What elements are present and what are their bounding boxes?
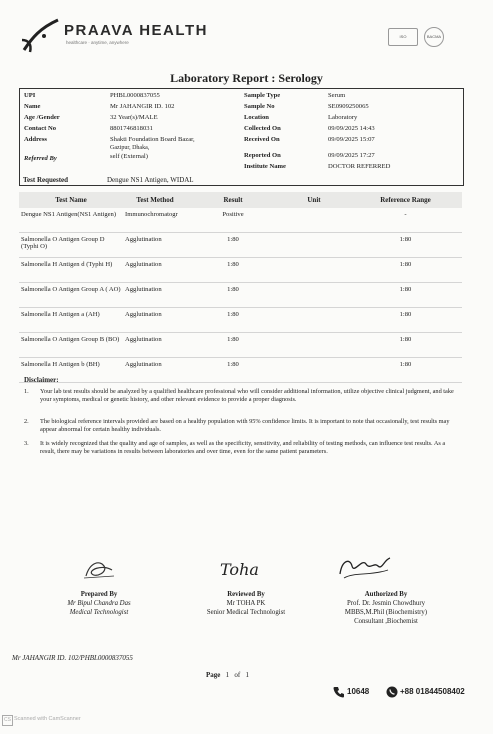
cell-test-name: Salmonella O Antigen Group A ( AO) <box>19 283 123 308</box>
cell-test-method: Agglutination <box>123 358 187 383</box>
cell-test-method: Agglutination <box>123 258 187 283</box>
disclaimer-item <box>24 388 454 404</box>
authorized-by-block <box>324 590 448 626</box>
prepared-by-role: Medical Technologist <box>69 609 129 616</box>
sample-type-value: Serum <box>328 92 346 99</box>
disclaimer-title: Disclaimer: <box>24 376 59 384</box>
cell-result: 1:80 <box>187 333 279 358</box>
cell-reference-range: 1:80 <box>349 233 462 258</box>
cell-test-method: Agglutination <box>123 333 187 358</box>
cell-unit <box>279 258 349 283</box>
cell-test-name: Salmonella H Antigen d (Typhi H) <box>19 258 123 283</box>
patient-info-box <box>19 88 464 186</box>
upi-value: PHBL0000837055 <box>110 92 160 99</box>
cell-reference-range: - <box>349 208 462 233</box>
authorized-signature-icon <box>334 552 394 582</box>
prepared-signature-icon <box>82 556 116 582</box>
header-result: Result <box>187 192 279 208</box>
received-value: 09/09/2025 15:07 <box>328 136 375 143</box>
page-label: Page <box>206 671 221 679</box>
reviewed-by-block <box>186 590 306 617</box>
camscanner-logo-icon: CS <box>2 715 13 726</box>
cell-unit <box>279 208 349 233</box>
reviewed-by-role: Senior Medical Technologist <box>206 609 286 616</box>
table-row <box>19 208 462 233</box>
report-title: Laboratory Report : Serology <box>170 71 323 85</box>
cell-test-name: Salmonella O Antigen Group B (BO) <box>19 333 123 358</box>
reviewed-by-name: Mr TOHA PK <box>226 600 266 607</box>
cell-unit <box>279 283 349 308</box>
referred-label: Referred By <box>24 155 57 162</box>
cell-result: 1:80 <box>187 283 279 308</box>
authorized-by-title: Authorized By <box>364 591 408 598</box>
cell-test-name: Salmonella H Antigen a (AH) <box>19 308 123 333</box>
cell-test-method: Immunochromatogr <box>123 208 187 233</box>
cell-reference-range: 1:80 <box>349 258 462 283</box>
disclaimer-text: It is widely recognized that the quality and age of samples, as well as the specificity, sensitivity, and reliability of testing methods, can influence test results. As a result, there may be variations in results between laboratories and over time, even for the same patient parameters. <box>40 440 446 455</box>
brand-tagline: healthcare · anytime, anywhere <box>66 40 129 45</box>
cell-test-name: Salmonella O Antigen Group D (Typhi O) <box>19 233 123 258</box>
praava-logo-icon <box>18 18 62 54</box>
test-requested-value: Dengue NS1 Antigen, WIDAL <box>107 176 194 184</box>
age-label: Age /Gender <box>24 114 60 121</box>
reviewed-by-title: Reviewed By <box>227 591 265 598</box>
disclaimer-text: The biological reference intervals provided are based on a healthy population with 95% confidence limits. It is important to note that occasionally, test results may appear abnormal for certain healthy individuals. <box>40 418 450 433</box>
name-label: Name <box>24 103 41 110</box>
test-requested-row <box>19 176 462 184</box>
header-unit: Unit <box>279 192 349 208</box>
authorized-by-role: Consultant ,Biochemist <box>354 618 418 625</box>
disclaimer-number: 2. <box>24 418 29 425</box>
table-row <box>19 258 462 283</box>
table-row <box>19 358 462 383</box>
address-line1: Shakti Foundation Board Bazar, <box>110 136 195 143</box>
authorized-by-qualification: MBBS,M.Phil (Biochemistry) <box>344 609 428 616</box>
page-total: 1 <box>245 671 249 679</box>
table-header-row <box>19 192 462 208</box>
disclaimer-number: 3. <box>24 440 29 447</box>
reviewed-signature: Toha <box>220 560 259 579</box>
table-row <box>19 308 462 333</box>
cell-result: 1:80 <box>187 358 279 383</box>
page-number: 1 <box>225 671 230 679</box>
disclaimer-text: Your lab test results should be analyzed by a qualified healthcare professional who will consider additional information, utilize objective clinical judgment, and take your symptoms, medical or genetic history, and other relevant evidence to provide a proper diagnosis. <box>40 388 454 403</box>
address-line2: Gazipur, Dhaka, <box>110 145 150 151</box>
age-value: 32 Year(s)/MALE <box>110 114 158 121</box>
cell-test-method: Agglutination <box>123 308 187 333</box>
cell-test-method: Agglutination <box>123 233 187 258</box>
table-row <box>19 283 462 308</box>
cell-result: 1:80 <box>187 258 279 283</box>
prepared-by-block <box>44 590 154 617</box>
disclaimer-number: 1. <box>24 388 29 395</box>
phone-icon <box>333 686 345 698</box>
cell-unit <box>279 333 349 358</box>
prepared-by-title: Prepared By <box>80 591 118 598</box>
prepared-by-name: Mr Bipul Chandra Das <box>67 600 131 607</box>
scanner-watermark: Scanned with CamScanner <box>14 716 81 722</box>
upi-label: UPI <box>24 92 36 99</box>
cell-reference-range: 1:80 <box>349 333 462 358</box>
institute-value: DOCTOR REFERRED <box>328 163 391 170</box>
header-reference-range: Reference Range <box>349 192 462 208</box>
footer-patient-id: Mr JAHANGIR ID. 102/PHBL0000837055 <box>12 654 133 662</box>
whatsapp-number: +88 01844508402 <box>400 687 465 696</box>
collected-value: 09/09/2025 14:43 <box>328 125 375 132</box>
table-row <box>19 233 462 258</box>
location-label: Location <box>244 114 269 121</box>
cell-test-name: Dengue NS1 Antigen(NS1 Antigen) <box>19 208 123 233</box>
contact-value: 8801746818031 <box>110 125 153 132</box>
sample-type-label: Sample Type <box>244 92 281 99</box>
location-value: Laboratory <box>328 114 358 121</box>
authorized-by-name: Prof. Dr. Jesmin Chowdhury <box>347 600 425 607</box>
received-label: Received On <box>244 136 280 143</box>
brand-name: PRAAVA HEALTH <box>64 22 208 39</box>
table-row <box>19 333 462 358</box>
reported-value: 09/09/2025 17:27 <box>328 152 375 159</box>
cell-unit <box>279 233 349 258</box>
certification-badge: ISO <box>388 28 418 46</box>
page-of-label: of <box>234 671 241 679</box>
header-test-method: Test Method <box>123 192 187 208</box>
cell-unit <box>279 358 349 383</box>
cell-test-name: Salmonella H Antigen b (BH) <box>19 358 123 383</box>
hotline-number: 10648 <box>347 687 370 696</box>
whatsapp-icon <box>386 686 398 698</box>
address-label: Address <box>24 136 47 143</box>
cell-result: 1:80 <box>187 233 279 258</box>
test-requested-label: Test Requested <box>23 176 69 184</box>
disclaimer-item <box>24 418 454 434</box>
accreditation-seal-icon: BACMA <box>424 27 444 47</box>
cell-reference-range: 1:80 <box>349 283 462 308</box>
cell-reference-range: 1:80 <box>349 358 462 383</box>
collected-label: Collected On <box>244 125 281 132</box>
cell-result: Positive <box>187 208 279 233</box>
results-table <box>19 192 462 383</box>
cell-result: 1:80 <box>187 308 279 333</box>
page-indicator <box>206 671 249 679</box>
contact-label: Contact No <box>24 125 57 132</box>
institute-label: Institute Name <box>244 163 286 170</box>
sample-no-value: SE0909250065 <box>328 103 369 110</box>
sample-no-label: Sample No <box>244 103 275 110</box>
cell-reference-range: 1:80 <box>349 308 462 333</box>
header-test-name: Test Name <box>19 192 123 208</box>
cell-unit <box>279 308 349 333</box>
cell-test-method: Agglutination <box>123 283 187 308</box>
referred-value: self (External) <box>110 153 148 160</box>
disclaimer-item <box>24 440 454 456</box>
name-value: Mr JAHANGIR ID. 102 <box>110 103 175 110</box>
reported-label: Reported On <box>244 152 281 159</box>
